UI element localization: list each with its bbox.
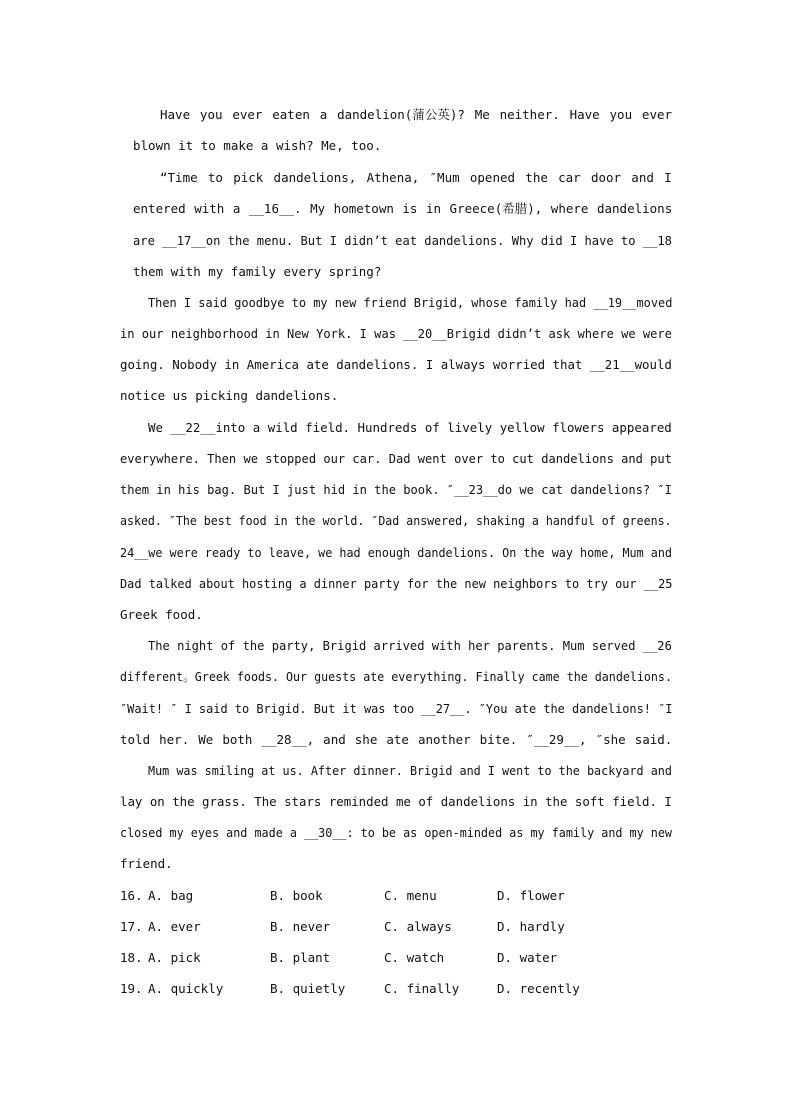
option-c: C. menu [384,888,437,903]
option-b: B. plant [270,950,331,965]
text-line: Have you ever eaten a dandelion(蒲公英)? Me neither. Have you ever [160,107,673,122]
option-b: B. quietly [270,981,346,996]
text-line: friend. [120,856,173,871]
text-line: Greek food. [120,607,203,622]
option-a: A. quickly [148,981,224,996]
text-line: notice us picking dandelions. [120,388,339,403]
text-line: everywhere. Then we stopped our car. Dad went over to cut dandelions and put [120,451,672,466]
text-line: The night of the party, Brigid arrived with her parents. Mum served __26 [148,638,672,653]
question-number: 19. [120,981,143,996]
text-line: are __17__on the menu. But I didn’t eat dandelions. Why did I have to __18 [133,233,672,248]
option-b: B. book [270,888,323,903]
option-a: A. bag [148,888,194,903]
text-line: going. Nobody in America ate dandelions. I always worried that __21__would [120,357,672,372]
text-line: asked. ″The best food in the world. ″Dad answered, shaking a handful of greens. [120,513,672,528]
option-d: D. water [497,950,558,965]
text-line: told her. We both __28__, and she ate another bite. ″__29__, ″she said. [120,732,673,747]
option-c: C. always [384,919,452,934]
option-c: C. finally [384,981,460,996]
question-number: 17. [120,919,143,934]
option-d: D. flower [497,888,565,903]
question-number: 16. [120,888,143,903]
text-line: ″Wait! ″ I said to Brigid. But it was too __27__. ″You ate the dandelions! ″I [120,701,673,716]
text-line: in our neighborhood in New York. I was __20__Brigid didn’t ask where we were [120,326,672,341]
text-line: 24__we were ready to leave, we had enough dandelions. On the way home, Mum and [120,545,673,560]
option-d: D. hardly [497,919,565,934]
option-d: D. recently [497,981,580,996]
text-line: different。Greek foods. Our guests ate everything. Finally came the dandelions. [120,669,672,684]
text-line: We __22__into a wild field. Hundreds of lively yellow flowers appeared [148,420,672,435]
text-line: closed my eyes and made a __30__: to be as open-minded as my family and my new [120,825,673,840]
text-line: Dad talked about hosting a dinner party for the new neighbors to try our __25 [120,576,673,591]
question-number: 18. [120,950,143,965]
text-line: Then I said goodbye to my new friend Brigid, whose family had __19__moved [148,295,673,310]
text-line: Mum was smiling at us. After dinner. Brigid and I went to the backyard and [148,763,672,778]
option-c: C. watch [384,950,445,965]
option-a: A. pick [148,950,201,965]
text-line: lay on the grass. The stars reminded me of dandelions in the soft field. I [120,794,672,809]
text-line: “Time to pick dandelions, Athena, ″Mum opened the car door and I [160,170,672,185]
option-a: A. ever [148,919,201,934]
text-line: entered with a __16__. My hometown is in Greece(希腊), where dandelions [133,201,673,216]
text-line: them with my family every spring? [133,264,382,279]
text-line: blown it to make a wish? Me, too. [133,138,382,153]
text-line: them in his bag. But I just hid in the book. ″__23__do we cat dandelions? ″I [120,482,672,497]
option-b: B. never [270,919,331,934]
